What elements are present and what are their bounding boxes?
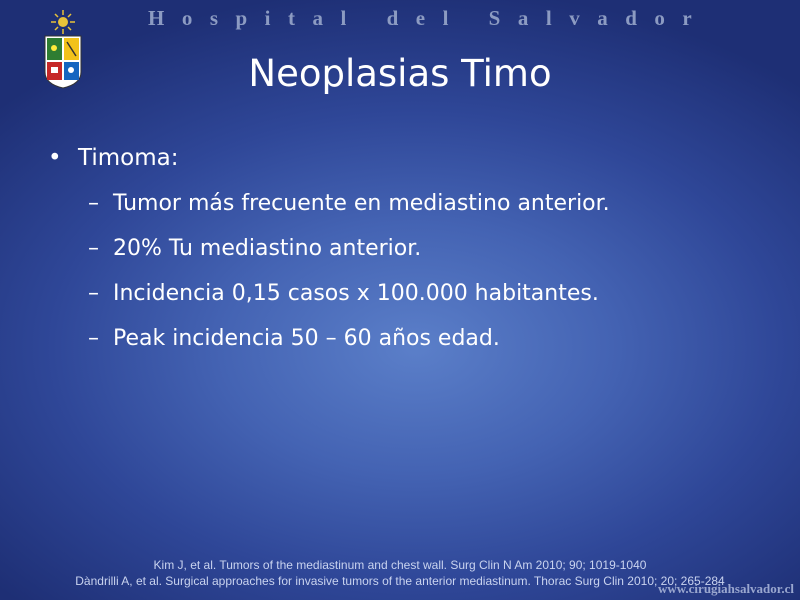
slide-title: Neoplasias Timo (248, 52, 552, 95)
sub-bullet-text: Tumor más frecuente en mediastino anterior. (113, 191, 610, 216)
slide-content (48, 145, 788, 371)
reference-line: Dàndrilli A, et al. Surgical approaches for invasive tumors of the anterior mediastinum. Thorac Surg Clin 2010; 20; 265-284 (75, 574, 725, 588)
bullet-dot-icon: • (48, 145, 62, 171)
hospital-header-title: Hospital del Salvador (148, 6, 710, 30)
bullet-label: Timoma: (78, 145, 179, 171)
sub-bullet-item (48, 236, 788, 281)
website-watermark: www.cirugiahsalvador.cl (657, 581, 794, 596)
sub-bullet-item (48, 326, 788, 371)
sub-bullet-text: Incidencia 0,15 casos x 100.000 habitantes. (113, 281, 599, 306)
dash-icon: – (88, 326, 99, 351)
reference-line: Kim J, et al. Tumors of the mediastinum and chest wall. Surg Clin N Am 2010; 90; 1019-1040 (153, 558, 647, 572)
sub-bullet-text: 20% Tu mediastino anterior. (113, 236, 422, 261)
dash-icon: – (88, 281, 99, 306)
sub-bullet-item (48, 191, 788, 236)
sub-bullet-list (48, 191, 788, 371)
bullet-item (48, 145, 788, 183)
sub-bullet-item (48, 281, 788, 326)
dash-icon: – (88, 191, 99, 216)
sub-bullet-text: Peak incidencia 50 – 60 años edad. (113, 326, 500, 351)
dash-icon: – (88, 236, 99, 261)
